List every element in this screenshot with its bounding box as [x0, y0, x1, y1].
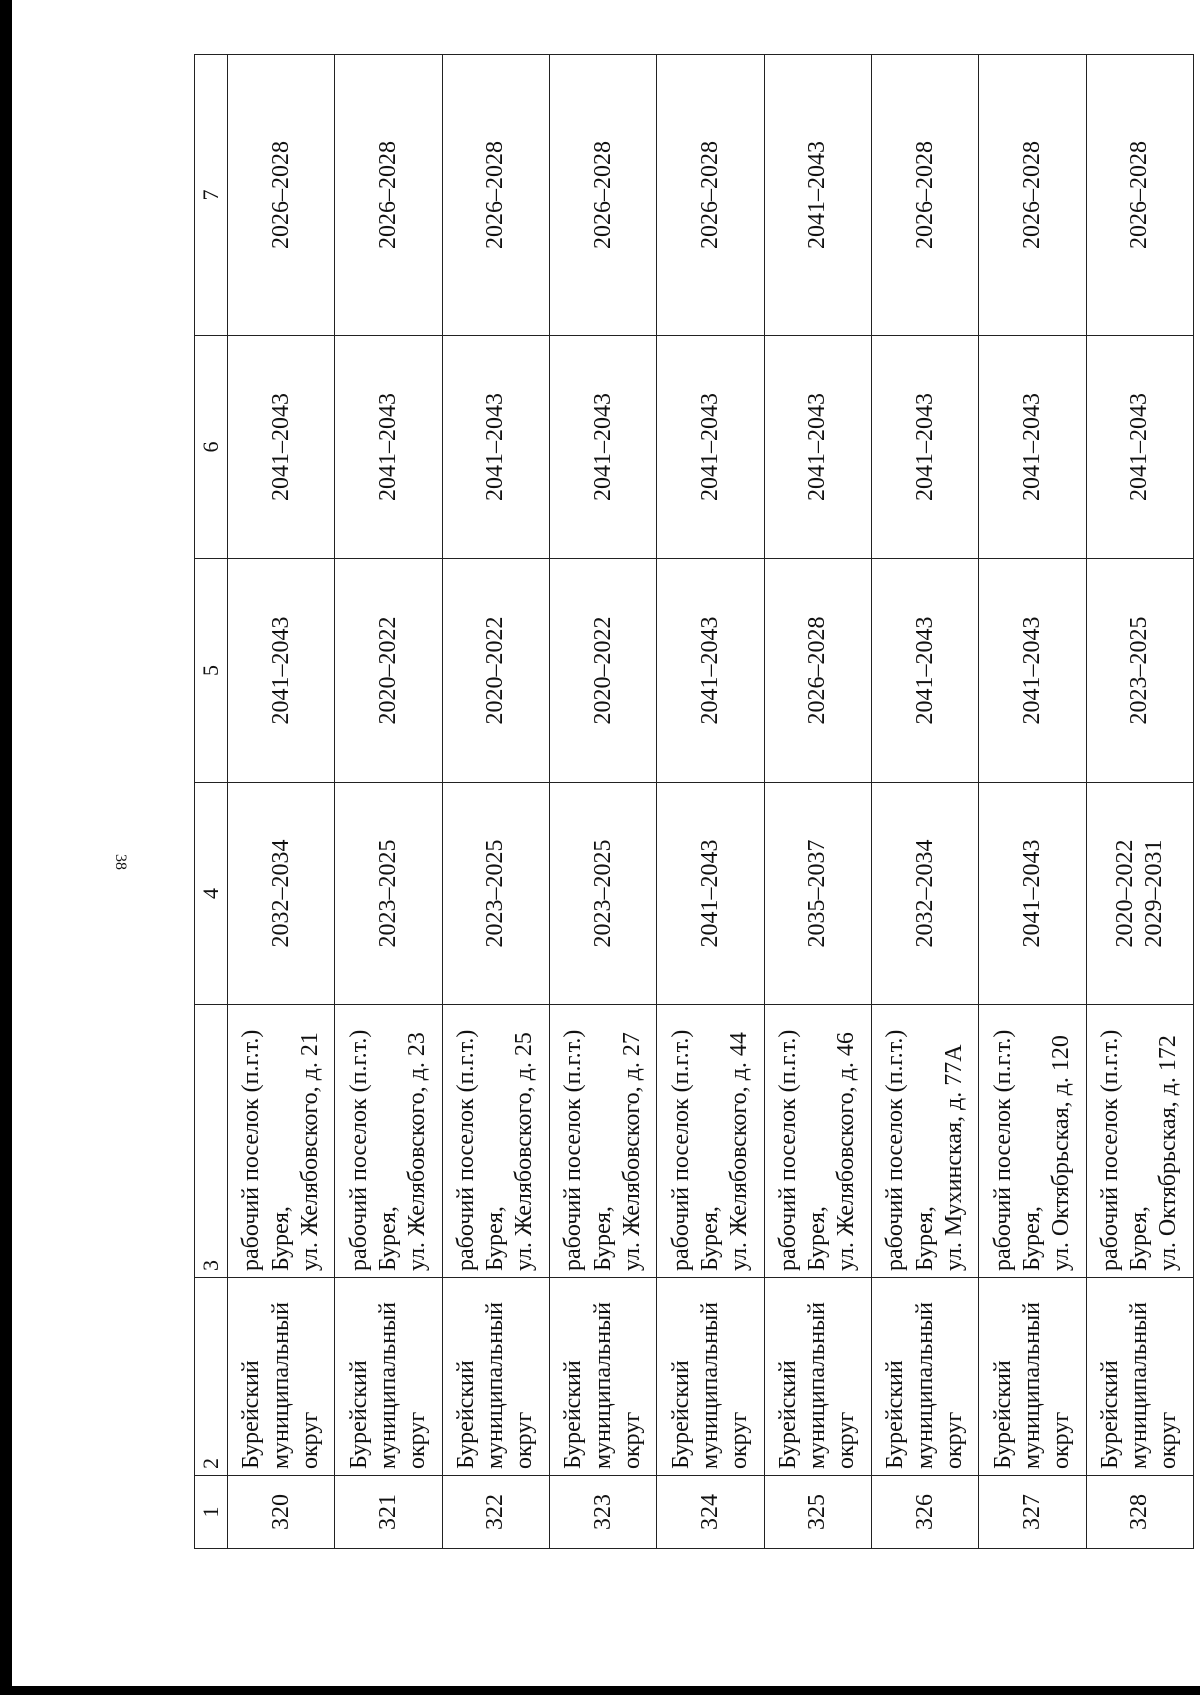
address-line: рабочий поселок (п.г.т.): [345, 1029, 372, 1271]
district-line: округ: [296, 1411, 323, 1469]
address-line: рабочий поселок (п.г.т.): [452, 1029, 479, 1271]
address-line: ул. Желябовского, д. 44: [726, 1032, 753, 1271]
district-line: округ: [1155, 1411, 1182, 1469]
header-col-1: 1: [195, 1476, 228, 1549]
period-col-6-cell: 2041–2043: [228, 336, 335, 559]
period-col-5-cell: 2041–2043: [979, 559, 1086, 783]
address-line: ул. Мухинская, д. 77А: [940, 1044, 967, 1271]
period-line: 2023–2025: [374, 839, 401, 948]
district-line: муниципальный: [267, 1301, 294, 1469]
period-col-4-cell: [871, 783, 978, 1005]
address-line: Бурея,: [911, 1206, 938, 1271]
period-col-6-cell: 2041–2043: [1086, 336, 1193, 559]
period-col-5-cell: 2020–2022: [442, 559, 549, 783]
district-line: округ: [940, 1411, 967, 1469]
scan-border-left: [0, 0, 12, 1695]
address-line: рабочий поселок (п.г.т.): [989, 1029, 1016, 1271]
period-col-4-cell: [228, 783, 335, 1005]
period-line: 2041–2043: [696, 839, 723, 948]
address-cell: [335, 1005, 442, 1278]
district-cell: [228, 1278, 335, 1476]
address-line: ул. Желябовского, д. 46: [833, 1032, 860, 1271]
table-row: [228, 55, 335, 1549]
row-number-cell: 323: [549, 1476, 656, 1549]
period-col-7-cell: 2026–2028: [549, 55, 656, 336]
table-row: [657, 55, 764, 1549]
header-row: [195, 55, 228, 1549]
address-cell: [657, 1005, 764, 1278]
address-line: Бурея,: [374, 1206, 401, 1271]
period-line: 2041–2043: [1018, 839, 1045, 948]
district-line: муниципальный: [589, 1301, 616, 1469]
address-line: Бурея,: [804, 1206, 831, 1271]
district-cell: [335, 1278, 442, 1476]
period-col-6-cell: 2041–2043: [657, 336, 764, 559]
district-line: муниципальный: [696, 1301, 723, 1469]
district-line: округ: [511, 1411, 538, 1469]
period-col-4-cell: [549, 783, 656, 1005]
scan-border-bottom: [0, 1686, 1200, 1695]
district-line: Бурейский: [667, 1360, 694, 1469]
district-line: округ: [618, 1411, 645, 1469]
table-row: [764, 55, 871, 1549]
district-line: Бурейский: [1096, 1360, 1123, 1469]
period-col-4-cell: [335, 783, 442, 1005]
period-line: 2029–2031: [1140, 839, 1167, 948]
table-row: [1086, 55, 1193, 1549]
address-line: рабочий поселок (п.г.т.): [1096, 1029, 1123, 1271]
address-line: Бурея,: [696, 1206, 723, 1271]
district-line: Бурейский: [774, 1360, 801, 1469]
address-line: рабочий поселок (п.г.т.): [238, 1029, 265, 1271]
period-col-6-cell: 2041–2043: [442, 336, 549, 559]
district-cell: [764, 1278, 871, 1476]
period-col-7-cell: 2026–2028: [657, 55, 764, 336]
period-col-7-cell: 2026–2028: [979, 55, 1086, 336]
period-col-5-cell: 2041–2043: [657, 559, 764, 783]
district-line: округ: [726, 1411, 753, 1469]
table-body: [228, 55, 1194, 1549]
period-col-5-cell: 2020–2022: [335, 559, 442, 783]
address-line: Бурея,: [267, 1206, 294, 1271]
period-col-7-cell: 2026–2028: [442, 55, 549, 336]
address-line: Бурея,: [482, 1206, 509, 1271]
period-col-4-cell: [979, 783, 1086, 1005]
district-line: муниципальный: [804, 1301, 831, 1469]
header-col-4: 4: [195, 783, 228, 1005]
address-line: ул. Желябовского, д. 21: [296, 1032, 323, 1271]
period-line: 2023–2025: [482, 839, 509, 948]
header-col-7: 7: [195, 55, 228, 336]
district-line: Бурейский: [882, 1360, 909, 1469]
address-line: ул. Желябовского, д. 23: [404, 1032, 431, 1271]
address-line: ул. Желябовского, д. 25: [511, 1032, 538, 1271]
period-line: 2023–2025: [589, 839, 616, 948]
row-number-cell: 321: [335, 1476, 442, 1549]
period-col-7-cell: 2026–2028: [871, 55, 978, 336]
table-row: [549, 55, 656, 1549]
district-line: муниципальный: [1018, 1301, 1045, 1469]
table-row: [871, 55, 978, 1549]
table-container: [194, 141, 1194, 1549]
header-col-6: 6: [195, 336, 228, 559]
district-line: муниципальный: [482, 1301, 509, 1469]
district-line: муниципальный: [1126, 1301, 1153, 1469]
address-cell: [549, 1005, 656, 1278]
period-col-7-cell: 2026–2028: [335, 55, 442, 336]
district-line: муниципальный: [911, 1301, 938, 1469]
row-number-cell: 322: [442, 1476, 549, 1549]
period-col-4-cell: [764, 783, 871, 1005]
period-col-4-cell: [442, 783, 549, 1005]
address-line: рабочий поселок (п.г.т.): [882, 1029, 909, 1271]
header-col-5: 5: [195, 559, 228, 783]
rotated-page-content: [194, 141, 1194, 1549]
header-col-3: 3: [195, 1005, 228, 1278]
row-number-cell: 325: [764, 1476, 871, 1549]
address-line: ул. Октябрьская, д. 120: [1048, 1035, 1075, 1271]
row-number-cell: 324: [657, 1476, 764, 1549]
period-col-7-cell: 2026–2028: [228, 55, 335, 336]
address-cell: [979, 1005, 1086, 1278]
row-number-cell: 326: [871, 1476, 978, 1549]
address-line: ул. Желябовского, д. 27: [618, 1032, 645, 1271]
page-number: 38: [112, 854, 129, 870]
row-number-cell: 320: [228, 1476, 335, 1549]
address-cell: [764, 1005, 871, 1278]
address-cell: [442, 1005, 549, 1278]
period-col-6-cell: 2041–2043: [549, 336, 656, 559]
address-cell: [871, 1005, 978, 1278]
district-line: Бурейский: [560, 1360, 587, 1469]
district-line: Бурейский: [452, 1360, 479, 1469]
period-line: 2032–2034: [911, 839, 938, 948]
address-line: рабочий поселок (п.г.т.): [774, 1029, 801, 1271]
period-col-5-cell: 2041–2043: [871, 559, 978, 783]
district-line: Бурейский: [345, 1360, 372, 1469]
period-col-6-cell: 2041–2043: [764, 336, 871, 559]
district-cell: [549, 1278, 656, 1476]
period-col-7-cell: 2041–2043: [764, 55, 871, 336]
district-line: округ: [1048, 1411, 1075, 1469]
address-line: рабочий поселок (п.г.т.): [560, 1029, 587, 1271]
district-line: округ: [833, 1411, 860, 1469]
period-col-7-cell: 2026–2028: [1086, 55, 1193, 336]
district-cell: [442, 1278, 549, 1476]
period-line: 2032–2034: [267, 839, 294, 948]
table-row: [979, 55, 1086, 1549]
period-col-5-cell: 2020–2022: [549, 559, 656, 783]
address-line: Бурея,: [1018, 1206, 1045, 1271]
period-line: 2035–2037: [804, 839, 831, 948]
row-number-cell: 327: [979, 1476, 1086, 1549]
address-line: Бурея,: [1126, 1206, 1153, 1271]
period-col-4-cell: [657, 783, 764, 1005]
district-line: муниципальный: [374, 1301, 401, 1469]
period-col-5-cell: 2026–2028: [764, 559, 871, 783]
district-cell: [979, 1278, 1086, 1476]
district-line: Бурейский: [989, 1360, 1016, 1469]
district-line: Бурейский: [238, 1360, 265, 1469]
row-number-cell: 328: [1086, 1476, 1193, 1549]
district-cell: [871, 1278, 978, 1476]
address-line: Бурея,: [589, 1206, 616, 1271]
period-col-5-cell: 2041–2043: [228, 559, 335, 783]
period-col-5-cell: 2023–2025: [1086, 559, 1193, 783]
district-cell: [657, 1278, 764, 1476]
address-line: ул. Октябрьская, д. 172: [1155, 1035, 1182, 1271]
table-row: [442, 55, 549, 1549]
period-col-6-cell: 2041–2043: [871, 336, 978, 559]
period-col-4-cell: [1086, 783, 1193, 1005]
district-cell: [1086, 1278, 1193, 1476]
housing-schedule-table: [194, 54, 1194, 1549]
district-line: округ: [404, 1411, 431, 1469]
period-line: 2020–2022: [1111, 839, 1138, 948]
table-row: [335, 55, 442, 1549]
address-cell: [228, 1005, 335, 1278]
period-col-6-cell: 2041–2043: [979, 336, 1086, 559]
period-col-6-cell: 2041–2043: [335, 336, 442, 559]
header-col-2: 2: [195, 1278, 228, 1476]
address-line: рабочий поселок (п.г.т.): [667, 1029, 694, 1271]
address-cell: [1086, 1005, 1193, 1278]
